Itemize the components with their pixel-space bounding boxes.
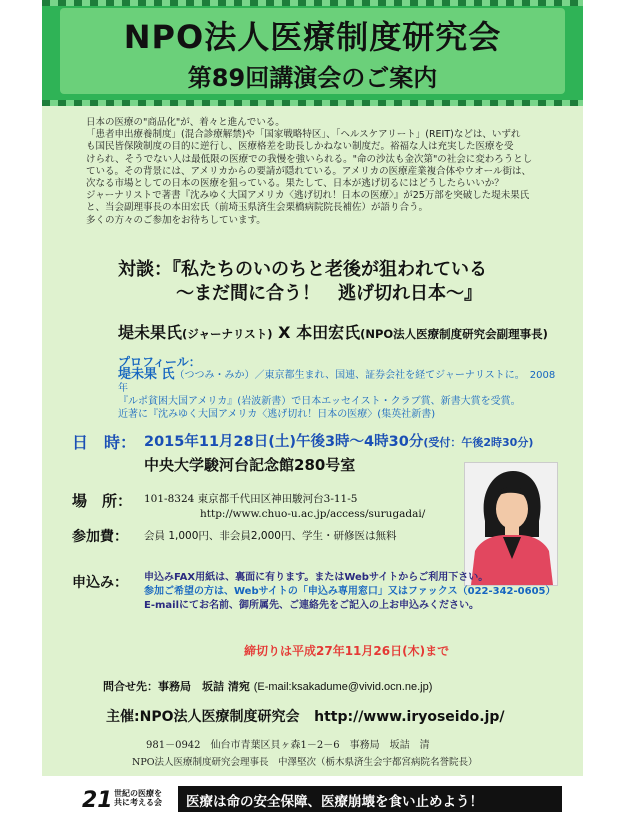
profile-text <box>118 368 558 421</box>
profile-line2: 『ルポ貧困大国アメリカ』(岩波新書）で日本エッセイスト・クラブ賞、新書大賞を受賞。 <box>118 396 521 407</box>
address-text: 101-8324 東京都千代田区神田駿河台3-11-5 <box>144 493 358 505</box>
apply-line3: E-mailにてお名前、御所属先、ご連絡先をご記入の上お申込みください。 <box>144 600 480 611</box>
intro-line: ている。その背景には、アメリカからの要請が隠れている。アメリカの医療産業複合体やウオール街は、 <box>86 165 531 177</box>
profile-line3: 近著に『沈みゆく大国アメリカ〈逃げ切れ！日本の医療〉(集英社新書) <box>118 409 436 420</box>
speaker1-role: (ジャーナリスト) <box>182 327 273 341</box>
intro-line: と、当会副理事長の本田宏氏（前埼玉県済生会栗橋病院院長補佐）が語り合う。 <box>86 202 429 214</box>
intro-line: ジャーナリストで著書『沈みゆく大国アメリカ〈逃げ切れ！日本の医療〉』が25万部を突破した堤未果氏 <box>86 190 530 202</box>
speaker1-name: 堤未果氏 <box>118 323 183 342</box>
date-label: 日 時： <box>72 433 137 452</box>
intro-line: 多くの方々のご参加をお待ちしています。 <box>86 214 266 226</box>
profile-name: 堤未果 氏 <box>118 367 175 382</box>
slogan-text: 医療は命の安全保障、医療崩壊を食い止めよう！ <box>186 794 483 810</box>
deadline-notice: 締切りは平成27年11月26日(木)まで <box>244 644 450 658</box>
speakers <box>118 320 548 343</box>
apply-line1: 申込みFAX用紙は、裏面に有ります。またはWebサイトからご利用下さい。 <box>144 572 489 583</box>
banner-top-border <box>42 0 583 6</box>
place-label: 場 所： <box>72 492 133 510</box>
contact-email-link[interactable]: (E-mail:ksakadume@vivid.ocn.ne.jp) <box>253 681 433 693</box>
footer-chair: NPO法人医療制度研究会理事長 中澤堅次（栃木県済生会宇都宮病院名誉院長） <box>132 757 478 768</box>
host-url-link[interactable]: http://www.iryoseido.jp/ <box>314 709 505 725</box>
dialog-title-line1: 対談：『私たちのいのちと老後が狙われている <box>118 259 487 280</box>
speaker2-name: 本田宏氏 <box>296 323 361 342</box>
profile-label: プロフィール： <box>118 355 201 369</box>
event-venue: 中央大学駿河台記念館280号室 <box>144 456 356 474</box>
venue-url-link[interactable]: http://www.chuo-u.ac.jp/access/surugadai/ <box>200 508 426 520</box>
intro-line: 次なる市場としての日本の医療を狙っている。果たして、日本が逃げ切るにはどうしたらいいか？ <box>86 178 504 190</box>
event-address <box>144 492 425 522</box>
speaker2-role: (NPO法人医療制度研究会副理事長) <box>360 327 548 341</box>
host-info <box>106 706 505 726</box>
event-date <box>144 430 533 451</box>
cross-mark: X <box>278 323 291 342</box>
fee-label: 参加費： <box>72 529 128 545</box>
event-date-text: 2015年11月28日(土)午後3時～4時30分 <box>144 434 424 450</box>
fee-text: 会員 1,000円、非会員2,000円、学生・研修医は無料 <box>144 530 397 542</box>
speaker-portrait-icon <box>465 463 557 585</box>
banner-bottom-border <box>42 100 583 106</box>
logo-line1: 世紀の医療を <box>114 789 162 798</box>
footer-address: 981－0942 仙台市青葉区貝ヶ森1－2－6 事務局 坂詰 清 <box>146 740 430 751</box>
apply-text <box>144 571 574 613</box>
intro-line: 日本の医療の"商品化"が、着々と進んでいる。 <box>86 117 285 128</box>
dialog-title-line2: ～まだ間に合う！ 逃げ切れ日本～』 <box>176 283 482 304</box>
contact-info <box>103 678 432 694</box>
page-title: NPO法人医療制度研究会 <box>123 18 502 56</box>
apply-label: 申込み： <box>72 575 128 591</box>
intro-text <box>86 117 576 227</box>
logo-line2: 共に考える会 <box>114 798 162 807</box>
event-date-note: (受付：午後2時30分) <box>423 436 534 449</box>
contact-text: 問合せ先：事務局 坂詰 清宛 <box>103 680 250 693</box>
intro-line: 「患者申出療養制度」(混合診療解禁)や「国家戦略特区」、「ヘルスケアリート」(REIT)などは、いずれ <box>86 129 521 141</box>
page-subtitle: 第89回講演会のご案内 <box>187 64 438 92</box>
apply-line2: 参加ご希望の方は、Webサイトの「申込み専用窓口」又はファックス（022-342-0605） <box>144 586 556 597</box>
intro-line: けられ、そうでない人は最低限の医療での我慢を強いられる。"命の沙汰も金次第"の社会に変わろうとし <box>86 153 533 165</box>
profile-line1: （つつみ・みか）／東京都生まれ、国連、証券会社を経てジャーナリストに。 2008年 <box>118 370 556 394</box>
intro-line: も国民皆保険制度の目的に逆行し、医療格差を助長しかねない制度だ。裕福な人は充実した医療を受 <box>86 141 514 153</box>
dialog-title <box>118 258 487 306</box>
logo-text <box>114 789 162 807</box>
speaker-photo <box>464 462 558 586</box>
logo-number: 21 <box>82 788 113 813</box>
host-text: 主催:NPO法人医療制度研究会 <box>106 709 300 725</box>
